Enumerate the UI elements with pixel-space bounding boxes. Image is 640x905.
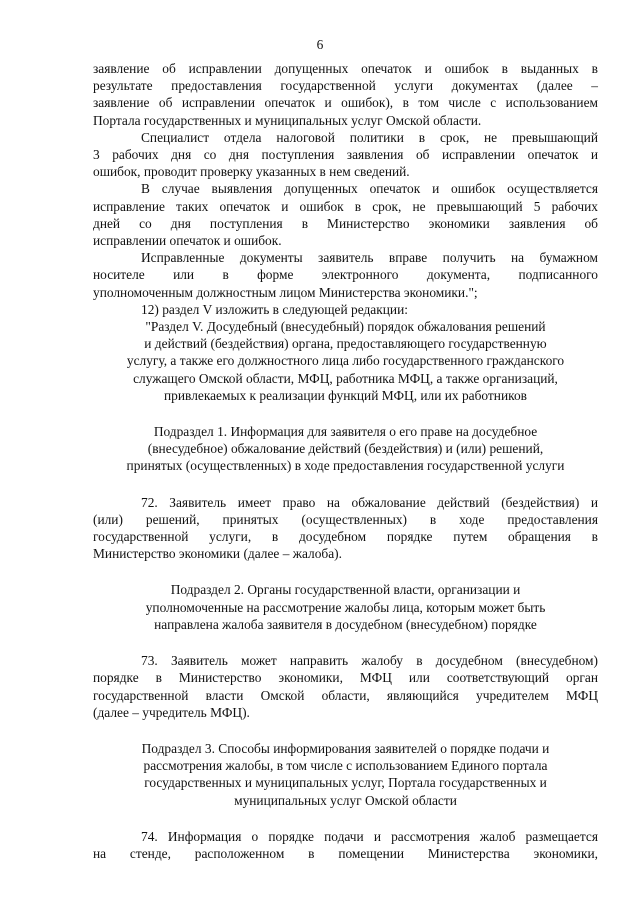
spacer [93, 562, 598, 581]
heading-line: служащего Омской области, МФЦ, работника МФЦ, а также организаций, [133, 370, 558, 386]
text-line: на стенде, расположенном в помещении Министерства экономики, [93, 845, 598, 861]
text-line: Портала государственных и муниципальных услуг Омской области. [93, 112, 482, 128]
paragraph-item-72 [93, 494, 598, 563]
spacer [93, 475, 598, 494]
spacer [93, 809, 598, 828]
paragraph-item-74 [93, 828, 598, 862]
text-line: 12) раздел V изложить в следующей редакции: [141, 301, 408, 317]
paragraph-specialist-check [93, 129, 598, 181]
text-line: заявление об исправлении опечаток и ошибок), в том числе с использованием [93, 95, 598, 111]
subsection-3-heading [93, 740, 598, 809]
spacer [93, 404, 598, 423]
spacer [93, 633, 598, 652]
text-line: Специалист отдела налоговой политики в срок, не превышающий [141, 129, 598, 145]
text-line: В случае выявления допущенных опечаток и ошибок осуществляется [141, 181, 598, 197]
text-line: 3 рабочих дня со дня поступления заявления об исправлении опечаток и [93, 147, 598, 163]
text-line: государственной услуги, в досудебном порядке путем обращения в [93, 529, 598, 545]
text-line: носителе или в форме электронного документа, подписанного [93, 267, 598, 283]
heading-line: Подраздел 2. Органы государственной власти, организации и [170, 582, 521, 598]
subsection-2-heading [93, 581, 598, 633]
heading-line: и действий (бездействия) органа, предоставляющего государственную [144, 336, 547, 352]
paragraph-item-73 [93, 652, 598, 721]
section-v-heading [93, 318, 598, 404]
text-line: (далее – учредитель МФЦ). [93, 704, 250, 720]
subsection-1-heading [93, 423, 598, 475]
text-line: заявление об исправлении допущенных опечаток и ошибок в выданных в [93, 61, 598, 76]
heading-line: направлена жалоба заявителя в досудебном (внесудебном) порядке [154, 616, 537, 632]
heading-line: рассмотрения жалобы, в том числе с использованием Единого портала [143, 758, 548, 774]
heading-line: Подраздел 3. Способы информирования заявителей о порядке подачи и [141, 740, 550, 756]
text-line: уполномоченным должностным лицом Министерства экономики."; [93, 284, 478, 300]
heading-line: привлекаемых к реализации функций МФЦ, или их работников [164, 387, 527, 403]
text-line: Исправленные документы заявитель вправе получить на бумажном [141, 250, 598, 266]
text-line: государственной власти Омской области, являющийся учредителем МФЦ [93, 687, 598, 703]
text-line: Министерство экономики (далее – жалоба). [93, 546, 342, 562]
paragraph-continuation [93, 60, 598, 129]
heading-line: "Раздел V. Досудебный (внесудебный) порядок обжалования решений [145, 319, 546, 335]
heading-line: принятых (осуществленных) в ходе предоставления государственной услуги [126, 458, 565, 474]
text-line: дней со дня поступления в Министерство экономики заявления об [93, 215, 598, 231]
text-line: (или) решений, принятых (осуществленных) в ходе предоставления [93, 511, 598, 527]
document-body [93, 60, 598, 862]
paragraph-amendment-12 [93, 301, 598, 318]
text-line: 72. Заявитель имеет право на обжалование действий (бездействия) и [141, 494, 598, 510]
text-line: 73. Заявитель может направить жалобу в досудебном (внесудебном) [141, 653, 598, 669]
paragraph-corrected-documents [93, 249, 598, 301]
heading-line: (внесудебное) обжалование действий (бездействия) и (или) решений, [147, 441, 544, 457]
text-line: ошибок, проводит проверку указанных в нем сведений. [93, 164, 410, 180]
heading-line: уполномоченные на рассмотрение жалобы лица, которым может быть [145, 599, 546, 615]
text-line: порядке в Министерство экономики, МФЦ или соответствующий орган [93, 670, 598, 686]
text-line: 74. Информация о порядке подачи и рассмотрения жалоб размещается [141, 828, 598, 844]
heading-line: государственных и муниципальных услуг, Портала государственных и [144, 775, 547, 791]
heading-line: услугу, а также его должностного лица либо государственного гражданского [126, 353, 565, 369]
heading-line: муниципальных услуг Омской области [234, 792, 457, 808]
paragraph-error-correction [93, 180, 598, 249]
heading-line: Подраздел 1. Информация для заявителя о его праве на досудебное [153, 424, 538, 440]
text-line: исправление таких опечаток и ошибок в срок, не превышающий 5 рабочих [93, 198, 598, 214]
text-line: исправлении опечаток и ошибок. [93, 233, 282, 249]
page-number: 6 [316, 37, 324, 52]
text-line: результате предоставления государственной услуги документах (далее – [93, 78, 598, 94]
spacer [93, 721, 598, 740]
